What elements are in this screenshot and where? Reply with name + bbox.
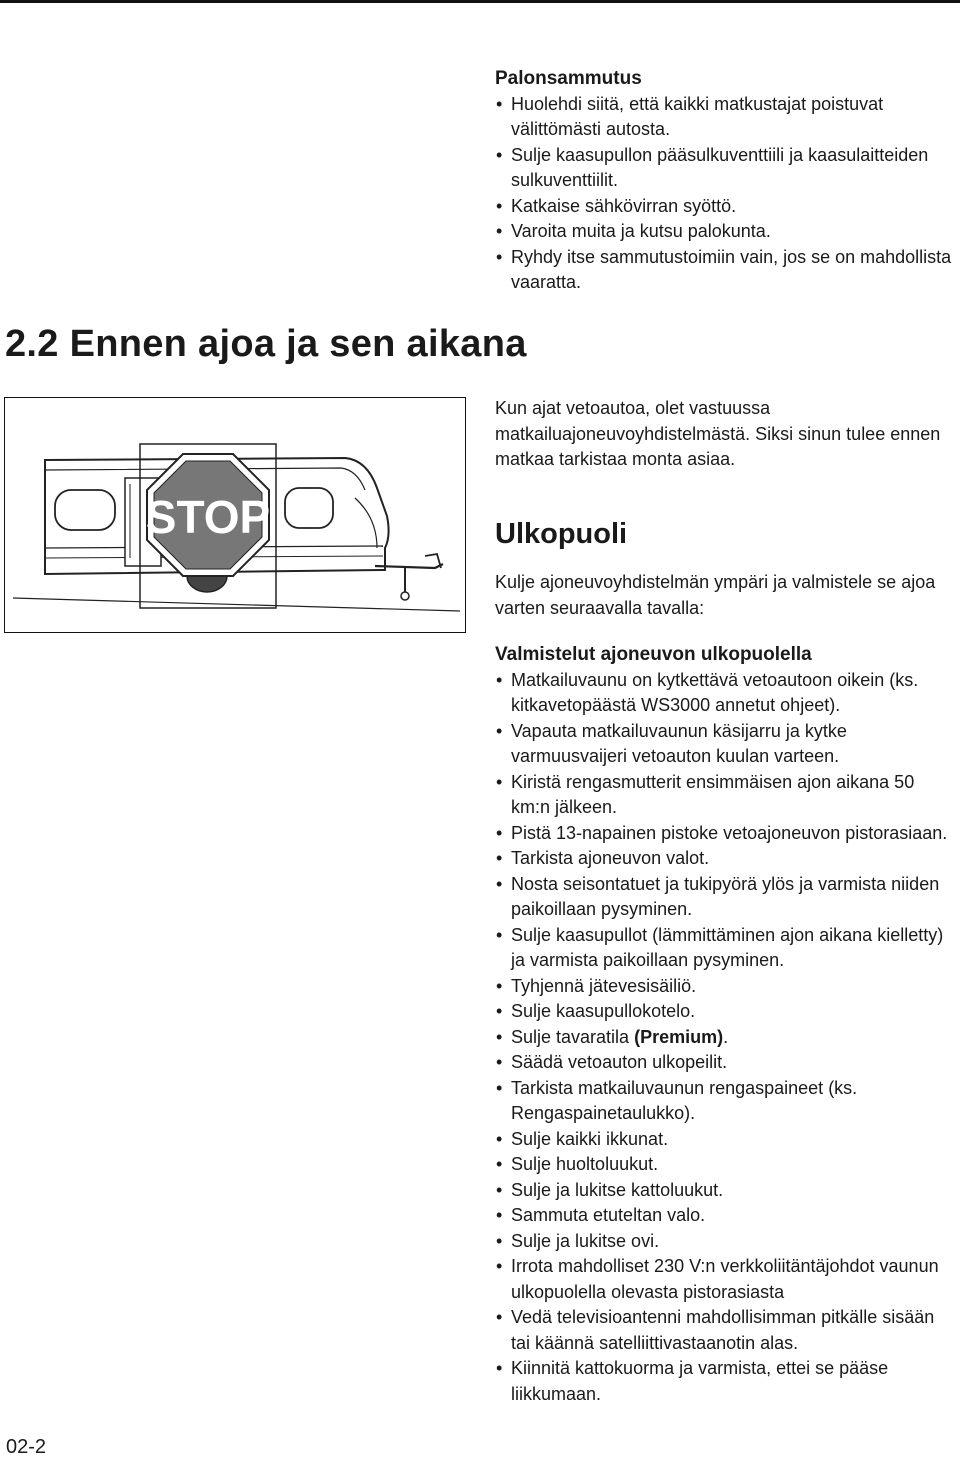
fire-list bbox=[495, 92, 957, 296]
list-item: • Irrota mahdolliset 230 V:n verkkoliitäntäjohdot vaunun ulkopuolella olevasta pistorasiasta bbox=[495, 1254, 957, 1305]
list-item: • Ryhdy itse sammutustoimiin vain, jos se on mahdollista vaaratta. bbox=[495, 245, 957, 296]
preparations-heading: Valmistelut ajoneuvon ulkopuolella bbox=[495, 644, 812, 665]
list-item: • Sulje kaasupullot (lämmittäminen ajon aikana kielletty) ja varmista paikoillaan pysyminen. bbox=[495, 923, 957, 974]
caravan-illustration bbox=[5, 398, 467, 634]
list-item: • Kiristä rengasmutterit ensimmäisen ajon aikana 50 km:n jälkeen. bbox=[495, 770, 957, 821]
list-item: • Tyhjennä jätevesisäiliö. bbox=[495, 974, 957, 1000]
intro-paragraph: Kun ajat vetoautoa, olet vastuussa matkailuajoneuvoyhdistelmästä. Siksi sinun tulee ennen matkaa tarkistaa monta asiaa. bbox=[495, 398, 941, 469]
top-rule bbox=[0, 0, 960, 3]
premium-label: (Premium) bbox=[634, 1026, 724, 1047]
premium-pre: Sulje tavaratila bbox=[511, 1026, 635, 1047]
list-item-premium bbox=[495, 1025, 957, 1051]
list-item: • Säädä vetoauton ulkopeilit. bbox=[495, 1050, 957, 1076]
list-item: • Sulje ja lukitse ovi. bbox=[495, 1229, 957, 1255]
preparations-section bbox=[495, 642, 957, 1407]
fire-heading: Palonsammutus bbox=[495, 68, 642, 89]
stop-sign-text: STOP bbox=[145, 491, 271, 543]
list-item: • Huolehdi siitä, että kaikki matkustajat poistuvat välittömästi autosta. bbox=[495, 92, 957, 143]
list-item: • Sulje kaasupullon pääsulkuventtiili ja kaasulaitteiden sulkuventtiilit. bbox=[495, 143, 957, 194]
list-item: • Pistä 13-napainen pistoke vetoajoneuvon pistorasiaan. bbox=[495, 821, 957, 847]
preparations-list bbox=[495, 668, 957, 1408]
list-item: • Sulje kaikki ikkunat. bbox=[495, 1127, 957, 1153]
list-item: • Katkaise sähkövirran syöttö. bbox=[495, 194, 957, 220]
exterior-title: Ulkopuoli bbox=[495, 518, 628, 550]
list-item: • Vapauta matkailuvaunun käsijarru ja kytke varmuusvaijeri vetoauton kuulan varteen. bbox=[495, 719, 957, 770]
list-item: • Kiinnitä kattokuorma ja varmista, ettei se pääse liikkumaan. bbox=[495, 1356, 957, 1407]
caravan-stop-figure bbox=[4, 397, 466, 633]
list-item: • Varoita muita ja kutsu palokunta. bbox=[495, 219, 957, 245]
list-item: • Sulje ja lukitse kattoluukut. bbox=[495, 1178, 957, 1204]
fire-section bbox=[495, 66, 957, 296]
list-item: • Sammuta etuteltan valo. bbox=[495, 1203, 957, 1229]
premium-post: . bbox=[723, 1026, 729, 1047]
exterior-text: Kulje ajoneuvoyhdistelmän ympäri ja valmistele se ajoa varten seuraavalla tavalla: bbox=[495, 572, 936, 618]
list-item: • Sulje huoltoluukut. bbox=[495, 1152, 957, 1178]
page-number: 02-2 bbox=[6, 1436, 47, 1458]
section-title: 2.2 Ennen ajoa ja sen aikana bbox=[5, 323, 527, 365]
list-item: • Tarkista ajoneuvon valot. bbox=[495, 846, 957, 872]
list-item: • Tarkista matkailuvaunun rengaspaineet (ks. Rengaspainetaulukko). bbox=[495, 1076, 957, 1127]
list-item: • Vedä televisioantenni mahdollisimman pitkälle sisään tai käännä satelliittivastaanotin alas. bbox=[495, 1305, 957, 1356]
list-item: • Matkailuvaunu on kytkettävä vetoautoon oikein (ks. kitkavetopäästä WS3000 annetut ohjeet). bbox=[495, 668, 957, 719]
list-item: • Sulje kaasupullokotelo. bbox=[495, 999, 957, 1025]
list-item: • Nosta seisontatuet ja tukipyörä ylös ja varmista niiden paikoillaan pysyminen. bbox=[495, 872, 957, 923]
